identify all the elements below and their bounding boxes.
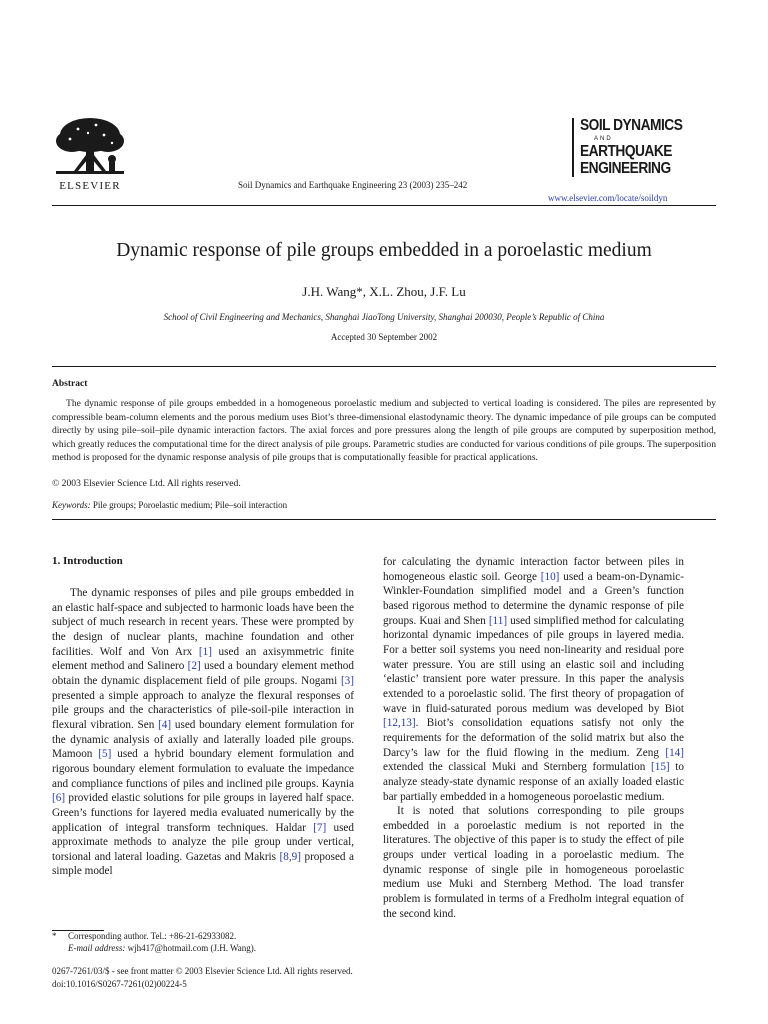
body-text: used an axisymmetric finite element method and Salinero [52, 645, 354, 673]
citation-link[interactable]: [1] [198, 645, 212, 658]
journal-url-link[interactable]: www.elsevier.com/locate/soildyn [548, 193, 668, 203]
citation-link[interactable]: [2] [187, 660, 201, 673]
citation-link[interactable]: [3] [340, 674, 354, 687]
issn-line: 0267-7261/03/$ - see front matter © 2003 Elsevier Science Ltd. All rights reserved. [52, 966, 353, 976]
copyright-notice: © 2003 Elsevier Science Ltd. All rights reserved. [52, 478, 241, 489]
body-text: presented a simple approach to analyze the flexural responses of pile groups and the characteristics of pile-soil-pile interaction in flexural vibration. Sen [52, 689, 354, 731]
body-text: It is noted that solutions corresponding to pile groups embedded in a poroelastic medium is not reported in the literatures. The objective of this paper is to study the effect of pile groups under vertical loading in a poroelastic medium. The dynamic response of single pile in homogeneous poroelastic medium use Muki and Sternberg Method. The load transfer problem is formulated in terms of a Fredholm integral equation of the second kind. [383, 805, 684, 920]
journal-logo-line: EARTHQUAKE [580, 143, 672, 160]
author-affiliation: School of Civil Engineering and Mechanics, Shanghai JiaoTong University, Shanghai 200030, People’s Republic of China [163, 312, 605, 322]
front-matter [52, 965, 353, 990]
body-text: used simplified method for calculating horizontal dynamic impedances of pile groups in layered media. For a better soil systems you need non-linearity and residual pore water pressure. You are still using an elastic soil and including ‘elastic’ transient pore water pressure. In this paper the analysis extended to a poroelastic solid. The first theory of propagation of wave in fluid-saturated porous medium was developed by Biot [383, 614, 684, 715]
citation-link[interactable]: [7] [313, 821, 327, 834]
body-paragraph [383, 555, 684, 804]
body-text: to analyze steady-state dynamic response of an axially loaded elastic bar partially embedded in a homogeneous poroelastic medium. [383, 761, 685, 803]
article-title: Dynamic response of pile groups embedded in a poroelastic medium [116, 240, 652, 261]
body-paragraph [383, 804, 684, 921]
abstract-divider-bottom [52, 519, 716, 520]
section-heading-introduction: 1. Introduction [52, 555, 123, 567]
body-text: used a hybrid boundary element formulation and rigorous boundary element formulation to evaluate the impedance and compliance functions of piles and inclined pile groups. Kaynia [52, 748, 354, 790]
keywords-list: Pile groups; Poroelastic medium; Pile–soil interaction [92, 500, 288, 510]
body-column-right [383, 555, 684, 921]
body-text: extended the classical Muki and Sternberg formulation [383, 761, 652, 774]
body-text: used boundary element formulation for the dynamic analysis of axially and laterally loaded pile groups. Mamoon [52, 718, 354, 761]
citation-link[interactable]: [12,13] [383, 717, 416, 730]
body-text: used a beam-on-Dynamic-Winkler-Foundation simplified model and a Green’s function based rigorous method to determine the dynamic response of pile groups. Kuai and Shen [383, 570, 684, 627]
footnote-contact: Corresponding author. Tel.: +86-21-62933082. [68, 931, 237, 941]
keywords-line [52, 500, 287, 510]
doi-line[interactable]: doi:10.1016/S0267-7261(02)00224-5 [52, 978, 187, 989]
citation-link[interactable]: [8,9] [279, 850, 301, 863]
body-text: used a boundary element method obtain the dynamic displacement field of pile groups. Nogami [52, 660, 354, 687]
journal-logo-line: AND [594, 136, 613, 142]
journal-citation: Soil Dynamics and Earthquake Engineering 23 (2003) 235–242 [238, 180, 468, 190]
abstract-divider-top [52, 366, 716, 367]
citation-link[interactable]: [11] [488, 614, 508, 627]
body-text: proposed a simple model [52, 850, 354, 878]
citation-link[interactable]: [14] [665, 746, 684, 759]
body-text: The dynamic responses of piles and pile groups embedded in an elastic half-space and subjected to harmonic loads have been the subject of much research in recent years. These were prompted by the design of nuclear plants, machine foundation and other facilities. Wolf and Von Arx [52, 587, 354, 658]
footnote-email-label: E-mail address: [68, 942, 126, 953]
body-text: for calculating the dynamic interaction factor between piles in homogeneous elastic soil. George [383, 556, 684, 583]
citation-link[interactable]: [5] [98, 748, 112, 761]
citation-link[interactable]: [4] [158, 718, 172, 731]
body-text: provided elastic solutions for pile groups in layered half space. Green’s functions for layered media evaluated numerically by the application of integral transform techniques. Haldar [52, 792, 354, 834]
footnote-marker: * [52, 931, 57, 941]
abstract-heading: Abstract [52, 379, 88, 389]
header-divider [52, 205, 716, 206]
citation-link[interactable]: [15] [651, 761, 670, 774]
article-authors: J.H. Wang*, X.L. Zhou, J.F. Lu [302, 284, 466, 299]
journal-logo-line: ENGINEERING [580, 160, 671, 177]
journal-logo [572, 118, 692, 177]
body-column-left [52, 586, 354, 879]
body-text: . Biot’s consolidation equations satisfy not only the requirements for the deformation of the solid matrix but also the Darcy’s law for the fluid flowing in the medium. Zeng [383, 717, 684, 759]
journal-logo-line: SOIL DYNAMICS [580, 117, 683, 134]
footnote [52, 931, 256, 954]
publisher-name: ELSEVIER [59, 180, 121, 192]
keywords-label: Keywords: [52, 500, 91, 510]
footnote-email[interactable]: wjh417@hotmail.com (J.H. Wang). [127, 942, 257, 953]
accepted-date: Accepted 30 September 2002 [330, 332, 438, 342]
citation-link[interactable]: [6] [52, 792, 66, 805]
citation-link[interactable]: [10] [540, 570, 560, 583]
body-text: used approximate methods to analyze the pile group under vertical, torsional and lateral loading. Gazetas and Makris [52, 821, 354, 863]
abstract-text: The dynamic response of pile groups embedded in a homogeneous poroelastic medium and subjected to vertical loading is considered. The piles are represented by compressible beam-column elements and the porous medium uses Biot’s three-dimensional elastodynamic theory. The dynamic impedance of pile groups can be computed directly by using pile–soil–pile dynamic interaction factors. The axial forces and pore pressures along the length of pile groups are computed by superposition method, which greatly reduces the computational time for the direct analysis of pile groups. Parametric studies are conducted for various conditions of pile groups. The superposition method is proposed for the dynamic response analysis of pile groups that is computationally feasible for practical applications. [52, 398, 716, 463]
